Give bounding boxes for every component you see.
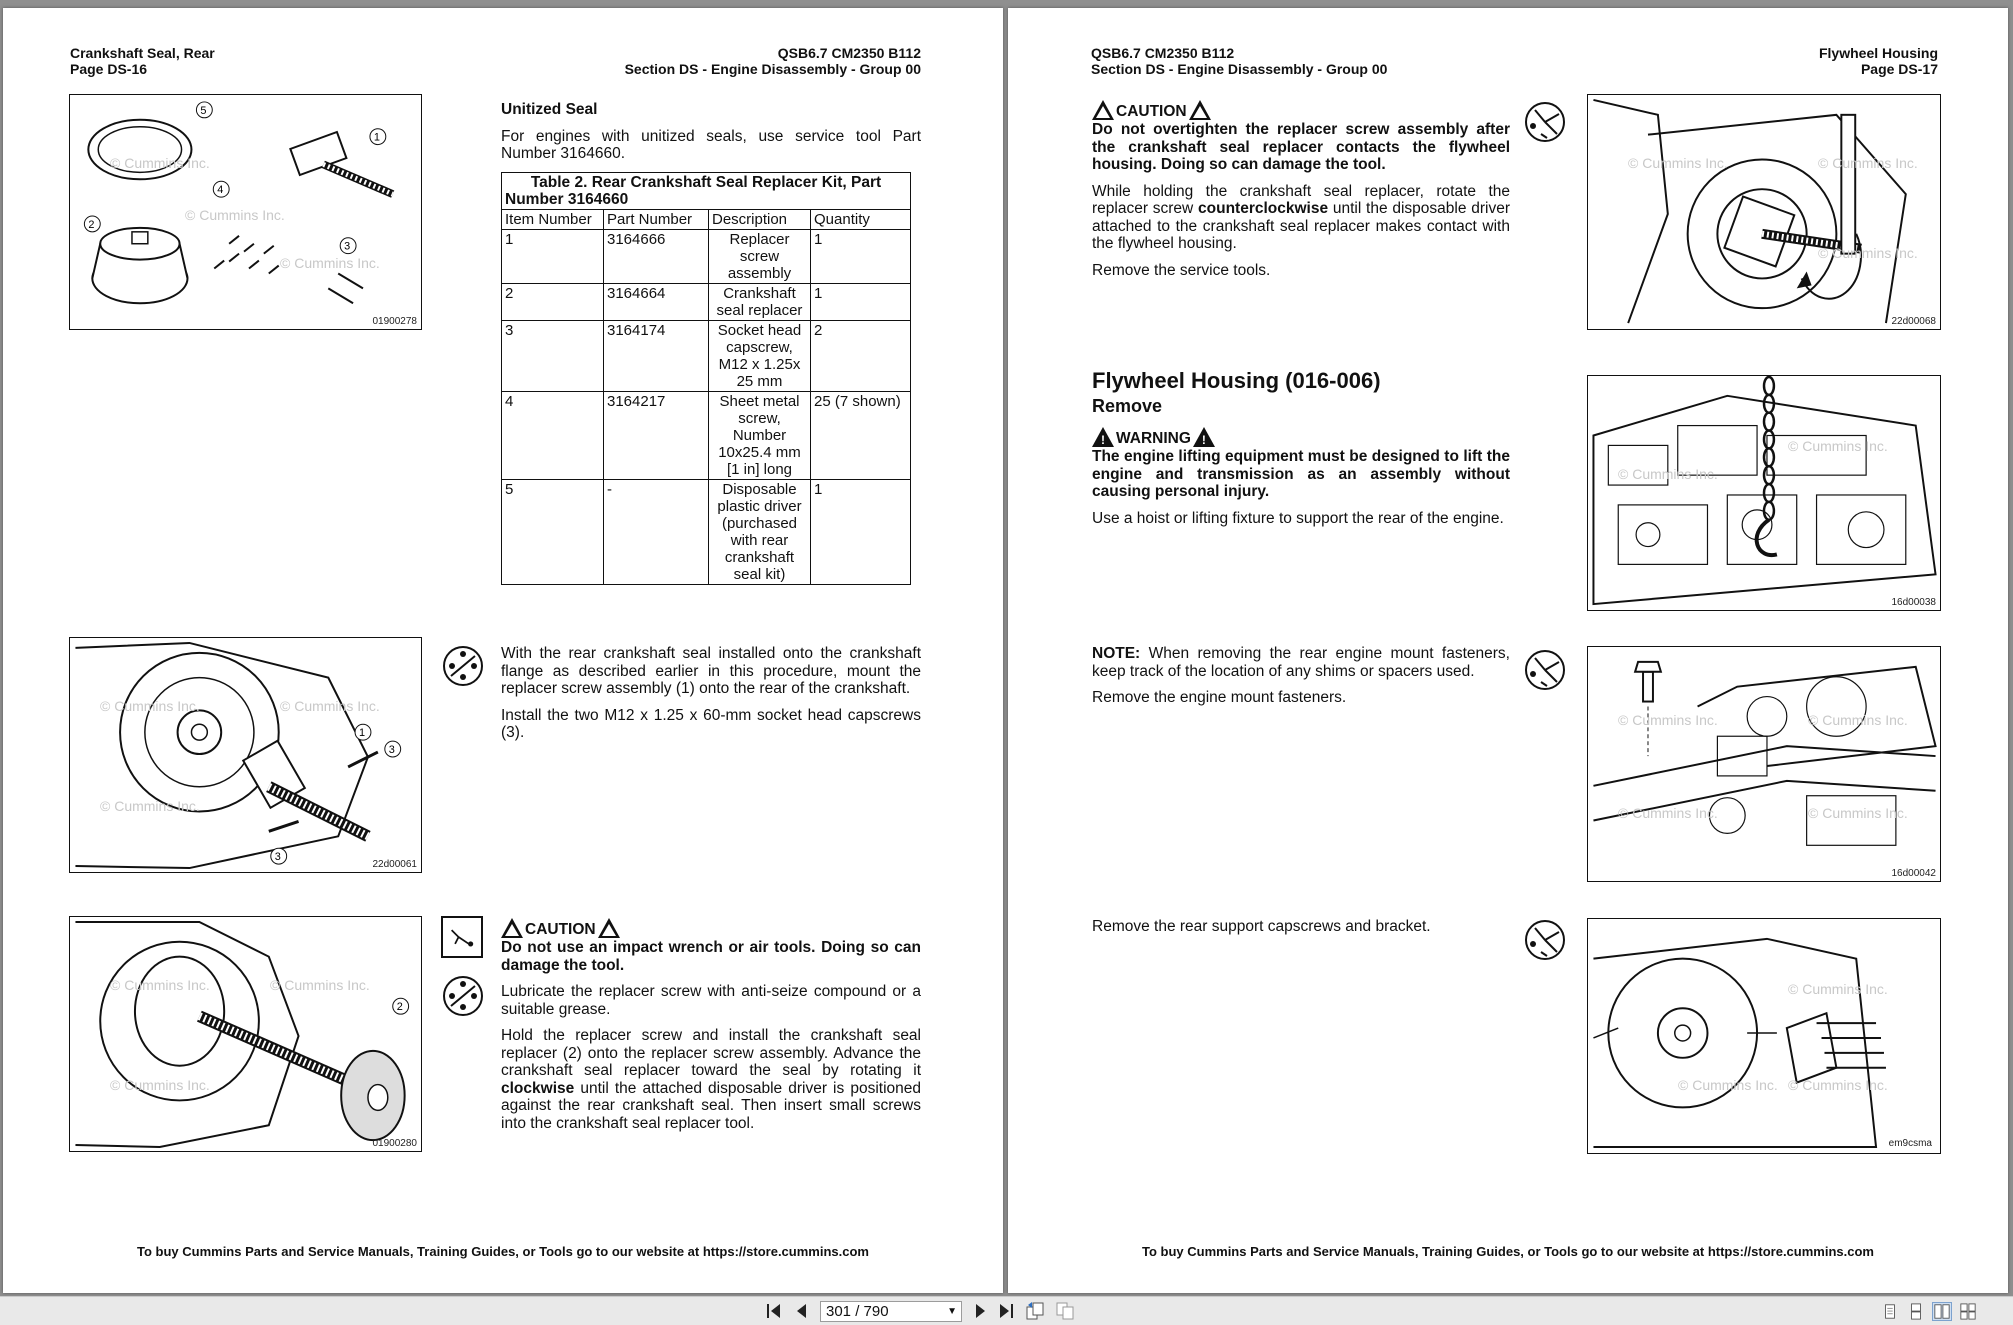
svg-text:1: 1 <box>373 131 380 144</box>
svg-text:3: 3 <box>344 240 351 253</box>
warning-text: The engine lifting equipment must be designed to lift the engine and transmission as an assembly without causing personal injury. <box>1092 448 1510 500</box>
flywheel-housing-illustration <box>70 638 421 872</box>
pdf-page-left <box>3 8 1003 1293</box>
column-header: Description <box>709 209 811 229</box>
watermark: © Cummins Inc. <box>110 155 210 171</box>
remove-tool-icon <box>1523 918 1567 962</box>
step-text: Lubricate the replacer screw with anti-seize compound or a suitable grease. <box>501 983 921 1018</box>
svg-text:5: 5 <box>200 104 207 117</box>
step-text: Use a hoist or lifting fixture to support the rear of the engine. <box>1092 509 1504 527</box>
watermark: © Cummins Inc. <box>110 977 210 993</box>
header-model: QSB6.7 CM2350 B112 <box>1091 45 1235 61</box>
header-model: QSB6.7 CM2350 B112 <box>777 45 921 61</box>
table-row: 4 3164217 Sheet metal screw, Number 10x25.4 mm [1 in] long 25 (7 shown) <box>502 391 911 479</box>
warning-label: ! WARNING ! <box>1092 427 1510 447</box>
continuous-view-icon[interactable] <box>1906 1302 1926 1321</box>
figure-code: 16d00042 <box>1891 868 1936 879</box>
rear-support-illustration <box>1588 919 1940 1153</box>
watermark: © Cummins Inc. <box>270 977 370 993</box>
svg-text:3: 3 <box>388 744 395 757</box>
figure-remove-replacer <box>1587 94 1941 330</box>
prev-page-icon[interactable] <box>792 1301 812 1321</box>
page-header-right <box>1819 45 1938 77</box>
section-subtitle: Remove <box>1092 395 1163 416</box>
next-page-icon[interactable] <box>970 1301 990 1321</box>
step-install-replacer <box>501 918 921 1141</box>
figure-seal-kit <box>69 94 422 330</box>
table-row: 3 3164174 Socket head capscrew, M12 x 1.25x 25 mm 2 <box>502 320 911 391</box>
header-title: Crankshaft Seal, Rear <box>70 45 215 61</box>
step-text: Remove the engine mount fasteners. <box>1092 689 1347 706</box>
section-flywheel-housing <box>1092 368 1510 536</box>
flywheel-housing-tool-illustration <box>1588 95 1940 329</box>
engine-mount-illustration <box>1588 647 1940 881</box>
remove-tool-icon <box>1523 100 1567 144</box>
subheading-unitized-seal: Unitized Seal <box>501 101 598 118</box>
single-page-view-icon[interactable] <box>1880 1302 1900 1321</box>
lubricate-icon <box>441 916 483 958</box>
column-header: Part Number <box>604 209 709 229</box>
caution-triangle-icon <box>501 918 523 938</box>
page-header-right <box>625 45 921 77</box>
watermark: © Cummins Inc. <box>100 798 200 814</box>
page-footer: To buy Cummins Parts and Service Manuals, Training Guides, or Tools go to our website at https://store.cummins.com <box>137 1244 869 1259</box>
watermark: © Cummins Inc. <box>1808 805 1908 821</box>
table-row: 1 3164666 Replacer screw assembly 1 <box>502 229 911 283</box>
caution-label: CAUTION <box>501 918 921 938</box>
watermark: © Cummins Inc. <box>100 698 200 714</box>
watermark: © Cummins Inc. <box>1628 155 1728 171</box>
seal-kit-table <box>501 172 911 585</box>
watermark: © Cummins Inc. <box>280 255 380 271</box>
chevron-down-icon[interactable]: ▼ <box>947 1306 957 1317</box>
caution-triangle-icon <box>1092 100 1114 120</box>
warning-triangle-icon <box>1193 427 1215 447</box>
svg-text:3: 3 <box>274 851 281 864</box>
figure-lifting-engine <box>1587 375 1941 611</box>
watermark: © Cummins Inc. <box>185 207 285 223</box>
watermark: © Cummins Inc. <box>1788 1077 1888 1093</box>
figure-engine-mount <box>1587 646 1941 882</box>
watermark: © Cummins Inc. <box>1788 438 1888 454</box>
svg-text:4: 4 <box>217 184 224 197</box>
pdf-toolbar <box>0 1296 2013 1325</box>
header-section: Section DS - Engine Disassembly - Group 00 <box>624 61 921 77</box>
table-row: 5 - Disposable plastic driver (purchased with rear crankshaft seal kit) 1 <box>502 479 911 584</box>
next-view-icon[interactable] <box>1054 1301 1076 1321</box>
step-text: With the rear crankshaft seal installed onto the crankshaft flange as described earlier in this procedure, mount the replacer screw assembly (1) onto the rear of the crankshaft. <box>501 645 921 697</box>
step-text: While holding the crankshaft seal replacer, rotate the replacer screw counterclockwise until the disposable driver attached to the crankshaft seal replacer makes contact with the flywheel housing. <box>1092 182 1510 252</box>
figure-code: 01900280 <box>372 1138 417 1149</box>
step-rear-support <box>1092 918 1510 945</box>
caution-triangle-icon <box>598 918 620 938</box>
pdf-page-right <box>1008 8 2008 1293</box>
watermark: © Cummins Inc. <box>1618 466 1718 482</box>
step-engine-mount <box>1092 645 1510 716</box>
install-tool-icon <box>441 974 485 1018</box>
watermark: © Cummins Inc. <box>1618 805 1718 821</box>
table-row: 2 3164664 Crankshaft seal replacer 1 <box>502 283 911 320</box>
two-page-continuous-view-icon[interactable] <box>1958 1302 1978 1321</box>
page-header-left <box>70 45 215 77</box>
step-text: Install the two M12 x 1.25 x 60-mm socket head capscrews (3). <box>501 706 921 741</box>
unitized-seal-text: For engines with unitized seals, use service tool Part Number 3164660. <box>501 127 921 162</box>
watermark: © Cummins Inc. <box>280 698 380 714</box>
caution-text: Do not use an impact wrench or air tools. Doing so can damage the tool. <box>501 939 921 974</box>
watermark: © Cummins Inc. <box>1678 1077 1778 1093</box>
svg-text:2: 2 <box>88 218 95 231</box>
page-footer: To buy Cummins Parts and Service Manuals, Training Guides, or Tools go to our website at https://store.cummins.com <box>1142 1244 1874 1259</box>
caution-label: CAUTION <box>1092 100 1510 120</box>
figure-code: 16d00038 <box>1891 597 1936 608</box>
warning-triangle-icon <box>1092 427 1114 447</box>
caution-triangle-icon <box>1189 100 1211 120</box>
table-header-row <box>502 209 911 229</box>
figure-seal-replacer <box>69 916 422 1152</box>
step-text: Remove the service tools. <box>1092 261 1271 279</box>
watermark: © Cummins Inc. <box>1808 712 1908 728</box>
header-section: Section DS - Engine Disassembly - Group 00 <box>1091 61 1388 77</box>
watermark: © Cummins Inc. <box>1818 245 1918 261</box>
step-remove-tools <box>1092 100 1510 288</box>
header-title: Flywheel Housing <box>1818 45 1938 61</box>
step-mount-screw <box>501 645 921 751</box>
figure-code: 22d00068 <box>1891 316 1936 327</box>
page-header-left <box>1091 45 1387 77</box>
section-title: Flywheel Housing (016-006) <box>1092 368 1381 393</box>
header-page-number: Page DS-17 <box>1860 61 1938 77</box>
figure-rear-support <box>1587 918 1941 1154</box>
step-text: Hold the replacer screw and install the crankshaft seal replacer (2) onto the replacer screw assembly. Advance the crankshaft seal replacer toward the seal by rotating it clockwise until the attached disposable driver is positioned against the rear crankshaft seal. Then insert small screws into the crankshaft seal replacer tool. <box>501 1027 922 1132</box>
previous-view-icon[interactable] <box>1024 1301 1046 1321</box>
seal-replacer-illustration <box>70 917 421 1151</box>
svg-text:1: 1 <box>359 727 366 740</box>
watermark: © Cummins Inc. <box>1818 155 1918 171</box>
figure-code: 01900278 <box>372 316 417 327</box>
step-text: Remove the rear support capscrews and bracket. <box>1092 918 1431 935</box>
figure-code: em9csma <box>1888 1138 1932 1149</box>
caution-text: Do not overtighten the replacer screw assembly after the crankshaft seal replacer contacts the flywheel housing. Doing so can damage the tool. <box>1092 121 1510 173</box>
svg-text:2: 2 <box>396 1001 403 1014</box>
engine-lifting-illustration <box>1588 376 1940 610</box>
figure-replacer-screw <box>69 637 422 873</box>
two-page-view-icon[interactable] <box>1932 1302 1952 1321</box>
remove-tool-icon <box>1523 648 1567 692</box>
first-page-icon[interactable] <box>764 1301 784 1321</box>
watermark: © Cummins Inc. <box>110 1077 210 1093</box>
watermark: © Cummins Inc. <box>1618 712 1718 728</box>
table-caption: Table 2. Rear Crankshaft Seal Replacer Kit, Part Number 3164660 <box>502 172 911 209</box>
column-header: Item Number <box>502 209 604 229</box>
last-page-icon[interactable] <box>996 1301 1016 1321</box>
column-header: Quantity <box>811 209 911 229</box>
header-page-number: Page DS-16 <box>70 61 148 77</box>
note-text: NOTE: When removing the rear engine mount fasteners, keep track of the location of any shims or spacers used. <box>1092 645 1510 680</box>
watermark: © Cummins Inc. <box>1788 981 1888 997</box>
page-number-input[interactable]: 301 / 790 ▼ <box>820 1301 962 1322</box>
install-tool-icon <box>441 644 485 688</box>
unitized-seal-block <box>501 101 921 585</box>
figure-code: 22d00061 <box>372 859 417 870</box>
